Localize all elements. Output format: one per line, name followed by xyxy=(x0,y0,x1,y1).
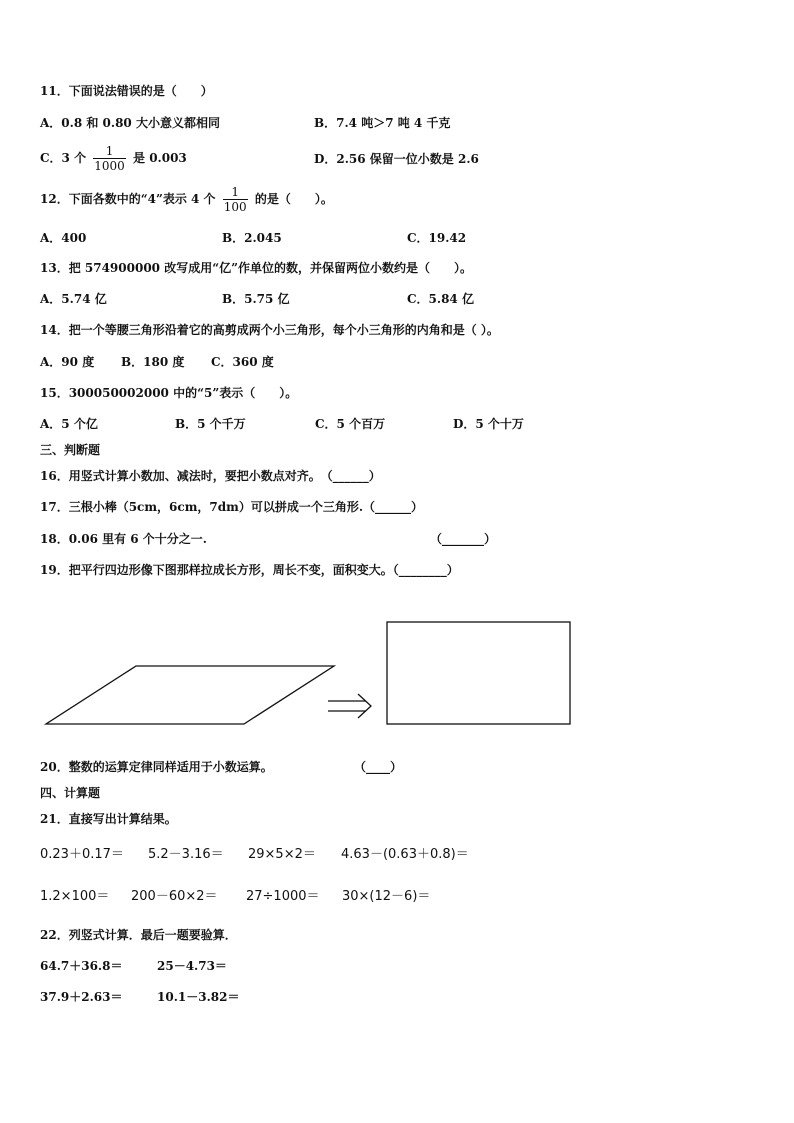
q22-item-1: 64.7＋36.8＝ xyxy=(40,959,123,973)
q12-fraction-denominator: 100 xyxy=(223,200,247,214)
q11-option-a[interactable]: A．0.8 和 0.80 大小意义都相同 xyxy=(40,116,220,130)
q15-option-b[interactable]: B．5 个千万 xyxy=(175,417,246,431)
q11-option-c-suffix: 是 0.003 xyxy=(133,151,187,165)
q22-stem: 22．列竖式计算．最后一题要验算． xyxy=(40,928,237,942)
q11-fraction-numerator: 1 xyxy=(93,144,126,159)
q14-stem: 14．把一个等腰三角形沿着它的高剪成两个小三角形，每个小三角形的内角和是（ ）。 xyxy=(40,323,499,337)
q12-option-c[interactable]: C．19.42 xyxy=(407,231,467,245)
q21-stem: 21．直接写出计算结果。 xyxy=(40,812,177,826)
rectangle-shape xyxy=(387,622,570,724)
q12-stem-suffix: 的是（ ）。 xyxy=(254,192,333,206)
q12-fraction xyxy=(223,185,248,214)
q21-expr-2: 5.2－3.16＝ xyxy=(148,847,224,862)
q21-expr-1: 0.23＋0.17＝ xyxy=(40,847,124,862)
q22-item-3: 37.9＋2.63＝ xyxy=(40,990,123,1004)
q12-fraction-numerator: 1 xyxy=(223,185,248,200)
q12-stem xyxy=(40,185,333,214)
q12-option-a[interactable]: A．400 xyxy=(40,231,87,245)
q12-option-b[interactable]: B．2.045 xyxy=(222,231,282,245)
q15-stem: 15．300050002000 中的“5”表示（ ）。 xyxy=(40,386,298,400)
q13-stem: 13．把 574900000 改写成用“亿”作单位的数，并保留两位小数约是（ ）。 xyxy=(40,261,473,275)
q15-option-a[interactable]: A．5 个亿 xyxy=(40,417,98,431)
q20-text: 20．整数的运算定律同样适用于小数运算。 xyxy=(40,760,273,774)
q15-option-d[interactable]: D．5 个十万 xyxy=(453,417,524,431)
q21-expr-8: 30×(12－6)＝ xyxy=(342,889,431,904)
q21-expr-6: 200－60×2＝ xyxy=(131,889,218,904)
q11-option-c[interactable] xyxy=(40,144,187,173)
q19-figure xyxy=(0,600,794,740)
q22-item-4: 10.1－3.82＝ xyxy=(157,990,240,1004)
q21-expr-3: 29×5×2＝ xyxy=(248,847,316,862)
q13-option-a[interactable]: A．5.74 亿 xyxy=(40,292,107,306)
q15-option-c[interactable]: C．5 个百万 xyxy=(315,417,386,431)
q19-line: 19．把平行四边形像下图那样拉成长方形，周长不变，面积变大。（________） xyxy=(40,563,459,577)
parallelogram-shape xyxy=(46,666,334,724)
q13-option-b[interactable]: B．5.75 亿 xyxy=(222,292,290,306)
q21-expr-7: 27÷1000＝ xyxy=(246,889,320,904)
q22-item-2: 25－4.73＝ xyxy=(157,959,227,973)
q12-stem-prefix: 12．下面各数中的“4”表示 4 个 xyxy=(40,192,216,206)
q16-line: 16．用竖式计算小数加、减法时，要把小数点对齐。 （______） xyxy=(40,469,381,483)
section-3-heading: 三、判断题 xyxy=(40,443,101,457)
q13-option-c[interactable]: C．5.84 亿 xyxy=(407,292,474,306)
q18-answer-blank[interactable]: （_______） xyxy=(430,532,497,546)
q11-fraction-denominator: 1000 xyxy=(94,159,125,173)
q17-line: 17．三根小棒（5cm，6cm，7dm）可以拼成一个三角形.（______） xyxy=(40,500,424,514)
q14-option-a[interactable]: A．90 度 xyxy=(40,355,95,369)
q14-option-c[interactable]: C．360 度 xyxy=(211,355,274,369)
q11-option-b[interactable]: B．7.4 吨＞7 吨 4 千克 xyxy=(314,116,451,130)
q14-option-b[interactable]: B．180 度 xyxy=(121,355,185,369)
section-4-heading: 四、计算题 xyxy=(40,786,101,800)
q11-stem: 11．下面说法错误的是（ ） xyxy=(40,84,213,98)
q20-answer-blank[interactable]: （____） xyxy=(354,760,403,774)
q11-option-d[interactable]: D．2.56 保留一位小数是 2.6 xyxy=(314,152,479,166)
q18-text: 18．0.06 里有 6 个十分之一. xyxy=(40,532,207,546)
q21-expr-5: 1.2×100＝ xyxy=(40,889,110,904)
q21-expr-4: 4.63－(0.63＋0.8)＝ xyxy=(341,847,469,862)
q11-fraction xyxy=(93,144,126,173)
q11-option-c-prefix: C．3 个 xyxy=(40,151,87,165)
arrow-right-icon xyxy=(328,694,371,718)
